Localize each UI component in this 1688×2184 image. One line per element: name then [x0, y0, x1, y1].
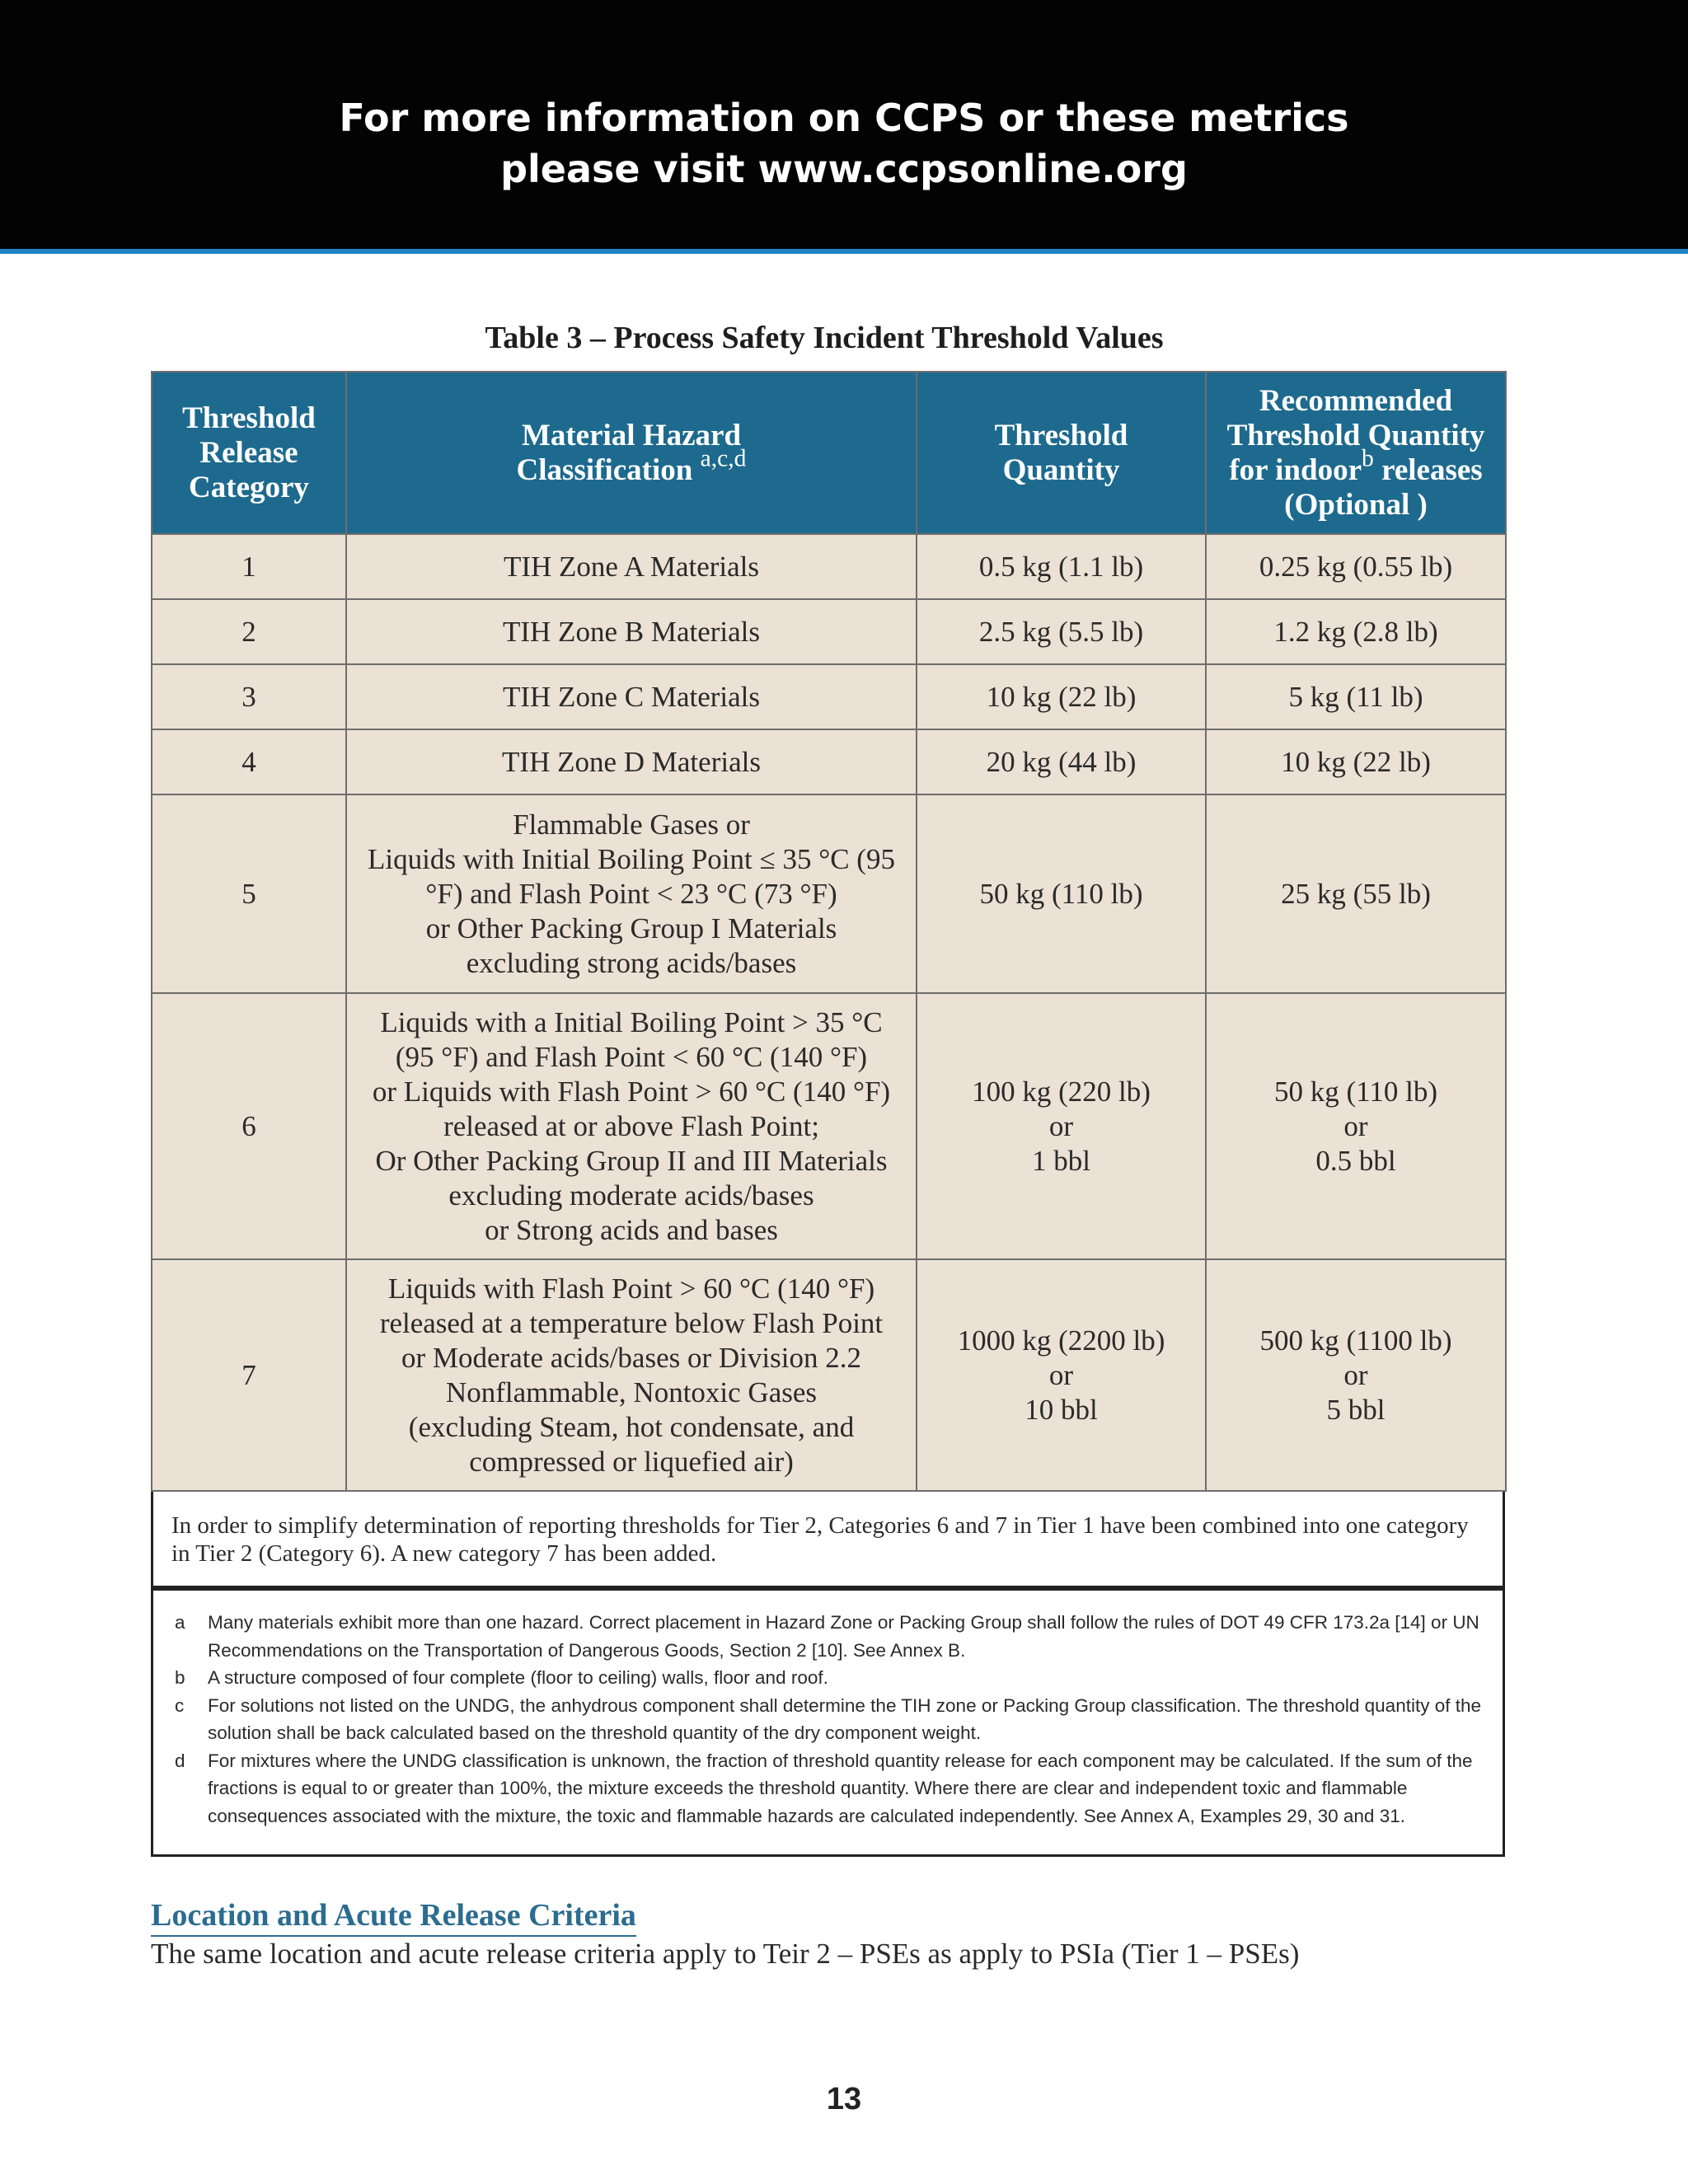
- cell-line: or: [1343, 1109, 1368, 1142]
- cell-line: or: [1048, 1358, 1074, 1391]
- header-line: Quantity: [1002, 452, 1120, 487]
- header-line: [359, 445, 904, 488]
- header-line-text: for indoor: [1229, 452, 1362, 487]
- footnote-letter: d: [175, 1750, 185, 1771]
- footnote-text: Many materials exhibit more than one hazard. Correct placement in Hazard Zone or Packing Group shall follow the rules of DOT 49 CFR 173.2a [14] or UN Recommendations on the Transportation of Dangerous Goods, Section 2 [10]. See Annex B.: [208, 1612, 1479, 1661]
- header-material-classification: [346, 372, 917, 534]
- table-row: [152, 729, 1506, 794]
- cell-line: 1.2 kg (2.8 lb): [1273, 615, 1438, 648]
- cell-line: 1 bbl: [1032, 1144, 1090, 1177]
- cell-line: excluding moderate acids/bases: [448, 1179, 814, 1212]
- cell-line: TIH Zone D Materials: [502, 745, 761, 778]
- cell-line: 10 kg (22 lb): [1281, 745, 1431, 778]
- header-release-category: [152, 372, 346, 534]
- cell-line: 2.5 kg (5.5 lb): [978, 615, 1144, 648]
- table-row: [152, 664, 1506, 729]
- cell-line: Or Other Packing Group II and III Materials: [375, 1144, 888, 1177]
- cell-line: 50 kg (110 lb): [1274, 1075, 1437, 1108]
- footnote-letter: c: [175, 1694, 185, 1716]
- header-line: Release: [199, 435, 298, 470]
- material-cell: [346, 1259, 917, 1491]
- cell-line: 0.5 kg (1.1 lb): [978, 550, 1144, 583]
- quantity-cell: [917, 664, 1206, 729]
- header-line: (Optional ): [1284, 487, 1428, 522]
- cell-line: 25 kg (55 lb): [1281, 877, 1431, 910]
- threshold-table-container: [151, 371, 1505, 1857]
- footnote-item: [171, 1609, 1484, 1664]
- cell-line: or Strong acids and bases: [485, 1213, 778, 1246]
- material-cell: [346, 729, 917, 794]
- quantity-cell: [917, 993, 1206, 1259]
- cell-line: or: [1343, 1358, 1368, 1391]
- quantity-cell: [917, 729, 1206, 794]
- cell-line: or Moderate acids/bases or Division 2.2: [401, 1341, 861, 1374]
- footnote-text: For mixtures where the UNDG classification is unknown, the fraction of threshold quantity release for each component may be calculated. If the sum of the fractions is equal to or greater than 100%, the mixture exceeds the threshold quantity. Where there are clear and independent toxic and flammable consequences associated with the mixture, the toxic and flammable hazards are calculated independently. See Annex A, Examples 29, 30 and 31.: [208, 1750, 1473, 1826]
- footnotes: [151, 1588, 1505, 1857]
- indoor-cell: [1206, 1259, 1506, 1491]
- location-heading: Location and Acute Release Criteria: [151, 1897, 636, 1937]
- footnote-ref: b: [1362, 445, 1374, 472]
- table-row: [152, 599, 1506, 664]
- indoor-cell: [1206, 993, 1506, 1259]
- cell-line: Liquids with Flash Point > 60 °C (140 °F): [387, 1272, 875, 1305]
- cell-line: (excluding Steam, hot condensate, and: [408, 1410, 855, 1443]
- indoor-cell: [1206, 729, 1506, 794]
- cell-line: released at a temperature below Flash Point: [379, 1306, 884, 1339]
- footnote-text: For solutions not listed on the UNDG, the anhydrous component shall determine the TIH zone or Packing Group classification. The threshold quantity of the solution shall be back calculated based on the threshold quantity of the dry component weight.: [208, 1694, 1482, 1743]
- category-cell: 5: [152, 794, 346, 993]
- banner-line-2: please visit www.ccpsonline.org: [500, 147, 1188, 191]
- cell-line: 5 bbl: [1326, 1393, 1386, 1426]
- banner-line-1: For more information on CCPS or these metrics: [339, 96, 1349, 140]
- cell-line: or Other Packing Group I Materials: [425, 912, 837, 944]
- header-line: Threshold: [994, 418, 1128, 452]
- header-line-text: releases: [1373, 452, 1483, 487]
- footnote-ref: a,c,d: [700, 445, 747, 472]
- indoor-cell: [1206, 794, 1506, 993]
- cell-line: Flammable Gases or: [513, 808, 750, 841]
- cell-line: compressed or liquefied air): [469, 1445, 794, 1478]
- indoor-cell: [1206, 599, 1506, 664]
- category-cell: 7: [152, 1259, 346, 1491]
- cell-line: excluding strong acids/bases: [466, 946, 797, 979]
- cell-line: 50 kg (110 lb): [979, 877, 1143, 910]
- header-line-text: Classification: [516, 452, 693, 487]
- cell-line: 5 kg (11 lb): [1288, 680, 1423, 713]
- header-line: Material Hazard: [521, 418, 742, 452]
- table-title: Table 3 – Process Safety Incident Threshold Values: [485, 321, 1164, 355]
- header-line: Threshold Quantity: [1226, 418, 1485, 452]
- cell-line: 20 kg (44 lb): [986, 745, 1137, 778]
- cell-line: TIH Zone B Materials: [503, 615, 760, 648]
- category-cell: 2: [152, 599, 346, 664]
- cell-line: 10 bbl: [1025, 1393, 1098, 1426]
- category-cell: 4: [152, 729, 346, 794]
- header-banner: [0, 0, 1688, 254]
- header-line: Category: [189, 470, 309, 504]
- header-line: [1218, 445, 1493, 488]
- threshold-table: [151, 371, 1507, 1492]
- cell-line: 100 kg (220 lb): [972, 1075, 1151, 1108]
- table-header-row: [152, 372, 1506, 534]
- table-row: [152, 794, 1506, 993]
- material-cell: [346, 794, 917, 993]
- footnote-letter: a: [175, 1612, 185, 1633]
- table-row: [152, 534, 1506, 599]
- cell-line: Liquids with Initial Boiling Point ≤ 35 °C (95: [368, 842, 895, 875]
- header-line: Threshold: [182, 401, 316, 435]
- quantity-cell: [917, 1259, 1206, 1491]
- indoor-cell: [1206, 664, 1506, 729]
- material-cell: [346, 664, 917, 729]
- cell-line: 10 kg (22 lb): [986, 680, 1137, 713]
- footnote-item: [171, 1692, 1484, 1747]
- cell-line: or: [1048, 1109, 1074, 1142]
- location-text: The same location and acute release criteria apply to Teir 2 – PSEs as apply to PSIa (Tier 1 – PSEs): [151, 1938, 1300, 1970]
- cell-line: or Liquids with Flash Point > 60 °C (140 °F): [372, 1075, 891, 1108]
- indoor-cell: [1206, 534, 1506, 599]
- category-cell: 6: [152, 993, 346, 1259]
- cell-line: (95 °F) and Flash Point < 60 °C (140 °F): [395, 1040, 868, 1073]
- cell-line: released at or above Flash Point;: [443, 1109, 819, 1142]
- table-row: [152, 1259, 1506, 1491]
- cell-line: 500 kg (1100 lb): [1259, 1324, 1452, 1357]
- cell-line: 0.25 kg (0.55 lb): [1259, 550, 1453, 583]
- material-cell: [346, 599, 917, 664]
- header-indoor-quantity: [1206, 372, 1506, 534]
- footnote-text: A structure composed of four complete (floor to ceiling) walls, floor and roof.: [208, 1667, 828, 1688]
- table-row: [152, 993, 1506, 1259]
- material-cell: [346, 534, 917, 599]
- cell-line: °F) and Flash Point < 23 °C (73 °F): [425, 877, 837, 910]
- quantity-cell: [917, 599, 1206, 664]
- footnote-item: [171, 1664, 1484, 1692]
- quantity-cell: [917, 794, 1206, 993]
- cell-line: Liquids with a Initial Boiling Point > 35 °C: [380, 1005, 883, 1038]
- tier2-note: In order to simplify determination of reporting thresholds for Tier 2, Categories 6 and 7 in Tier 1 have been combined into one category in Tier 2 (Category 6). A new category 7 has been added.: [151, 1492, 1505, 1588]
- cell-line: Nonflammable, Nontoxic Gases: [445, 1376, 818, 1408]
- category-cell: 3: [152, 664, 346, 729]
- cell-line: 0.5 bbl: [1315, 1144, 1396, 1177]
- material-cell: [346, 993, 917, 1259]
- cell-line: 1000 kg (2200 lb): [957, 1324, 1165, 1357]
- header-line: Recommended: [1259, 383, 1453, 418]
- quantity-cell: [917, 534, 1206, 599]
- category-cell: 1: [152, 534, 346, 599]
- footnote-letter: b: [175, 1667, 185, 1688]
- footnote-item: [171, 1747, 1484, 1830]
- banner-text: [0, 92, 1688, 194]
- cell-line: TIH Zone A Materials: [503, 550, 760, 583]
- header-threshold-quantity: [917, 372, 1206, 534]
- cell-line: TIH Zone C Materials: [503, 680, 760, 713]
- page-number: 13: [826, 2082, 862, 2116]
